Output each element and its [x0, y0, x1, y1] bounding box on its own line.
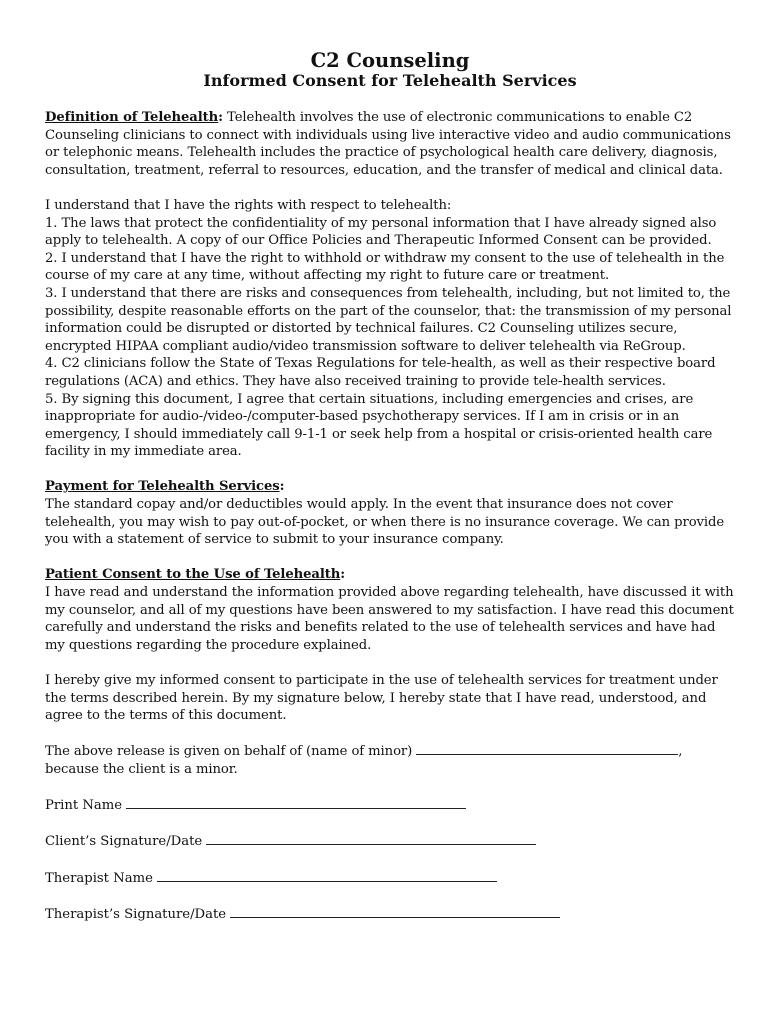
minor-release-second-line: because the client is a minor. [45, 761, 238, 777]
therapist-signature-field[interactable] [230, 905, 560, 918]
consent-section [45, 566, 735, 654]
payment-heading-colon: : [279, 479, 285, 495]
print-name-label: Print Name [45, 798, 127, 814]
therapist-name-field[interactable] [157, 869, 497, 882]
therapist-name-label: Therapist Name [45, 870, 158, 886]
minor-release-suffix: , [678, 744, 683, 760]
definition-heading-colon: : [218, 110, 223, 125]
consent-text: I have read and understand the information provided above regarding telehealth, have discussed it with my counselor, and all of my questions have been answered to my satisfaction. I have read this document carefully and understand the risks and benefits related to the use of telehealth services and have had my questions regarding the procedure explained. [45, 585, 734, 653]
client-signature-field[interactable] [206, 832, 536, 845]
rights-list-item: 3. I understand that there are risks and consequences from telehealth, including, but not limited to, the possibility, despite reasonable efforts on the part of the counselor, that: the transmission of my personal information could be disrupted or distorted by technical failures. C2 Counseling utilizes secure, encrypted HIPAA compliant audio/video transmission software to deliver telehealth via ReGroup. [45, 285, 732, 354]
informed-consent-statement: I hereby give my informed consent to participate in the use of telehealth services for treatment under the terms described herein. By my signature below, I hereby state that I have read, understood, and agree to the terms of this document. [45, 673, 718, 724]
payment-heading: Payment for Telehealth Services [45, 479, 280, 495]
definition-text: Telehealth involves the use of electronic communications to enable C2 Counseling clinicians to connect with individuals using live interactive video and audio communications or telephonic means. Telehealth includes the practice of psychological health care delivery, diagnosis, consultation, treatment, referral to resources, education, and the transfer of medical and clinical data. [45, 110, 731, 178]
consent-heading: Patient Consent to the Use of Telehealth [45, 567, 341, 583]
document-title: C2 Counseling [310, 49, 470, 72]
rights-list-item: 1. The laws that protect the confidentiality of my personal information that I have already signed also apply to telehealth. A copy of our Office Policies and Therapeutic Informed Consent can be provided. [45, 215, 717, 249]
client-signature-label: Client’s Signature/Date [45, 834, 207, 850]
rights-list-item: 2. I understand that I have the right to withhold or withdraw my consent to the use of telehealth in the course of my care at any time, without affecting my right to future care or treatment. [45, 250, 725, 284]
print-name-field[interactable] [126, 796, 466, 809]
consent-document [45, 50, 735, 941]
print-name-row [45, 796, 735, 815]
rights-list-item: 4. C2 clinicians follow the State of Texas Regulations for tele-health, as well as their respective board regulations (ACA) and ethics. They have also received training to provide tele-health services. [45, 356, 716, 389]
rights-intro: I understand that I have the rights with respect to telehealth: [45, 197, 452, 213]
client-signature-row [45, 832, 735, 851]
minor-release-prefix: The above release is given on behalf of (name of minor) [45, 744, 417, 760]
therapist-name-row [45, 869, 735, 888]
minor-release [45, 742, 735, 778]
rights-list [45, 215, 735, 461]
definition-section [45, 109, 735, 179]
document-subtitle: Informed Consent for Telehealth Services [203, 71, 577, 90]
minor-name-field[interactable] [416, 742, 678, 755]
payment-text: The standard copay and/or deductibles would apply. In the event that insurance does not cover telehealth, you may wish to pay out-of-pocket, or when there is no insurance coverage. We can provide you with a statement of service to submit to your insurance company. [45, 497, 725, 548]
rights-list-item: 5. By signing this document, I agree that certain situations, including emergencies and crises, are inappropriate for audio-/video-/computer-based psychotherapy services. If I am in crisis or in an emergency, I should immediately call 9-1-1 or seek help from a hospital or crisis-oriented health care facility in my immediate area. [45, 391, 713, 460]
payment-section [45, 478, 735, 548]
therapist-signature-row [45, 905, 735, 924]
definition-heading: Definition of Telehealth [45, 110, 219, 125]
therapist-signature-label: Therapist’s Signature/Date [45, 906, 231, 922]
consent-heading-colon: : [340, 567, 346, 583]
